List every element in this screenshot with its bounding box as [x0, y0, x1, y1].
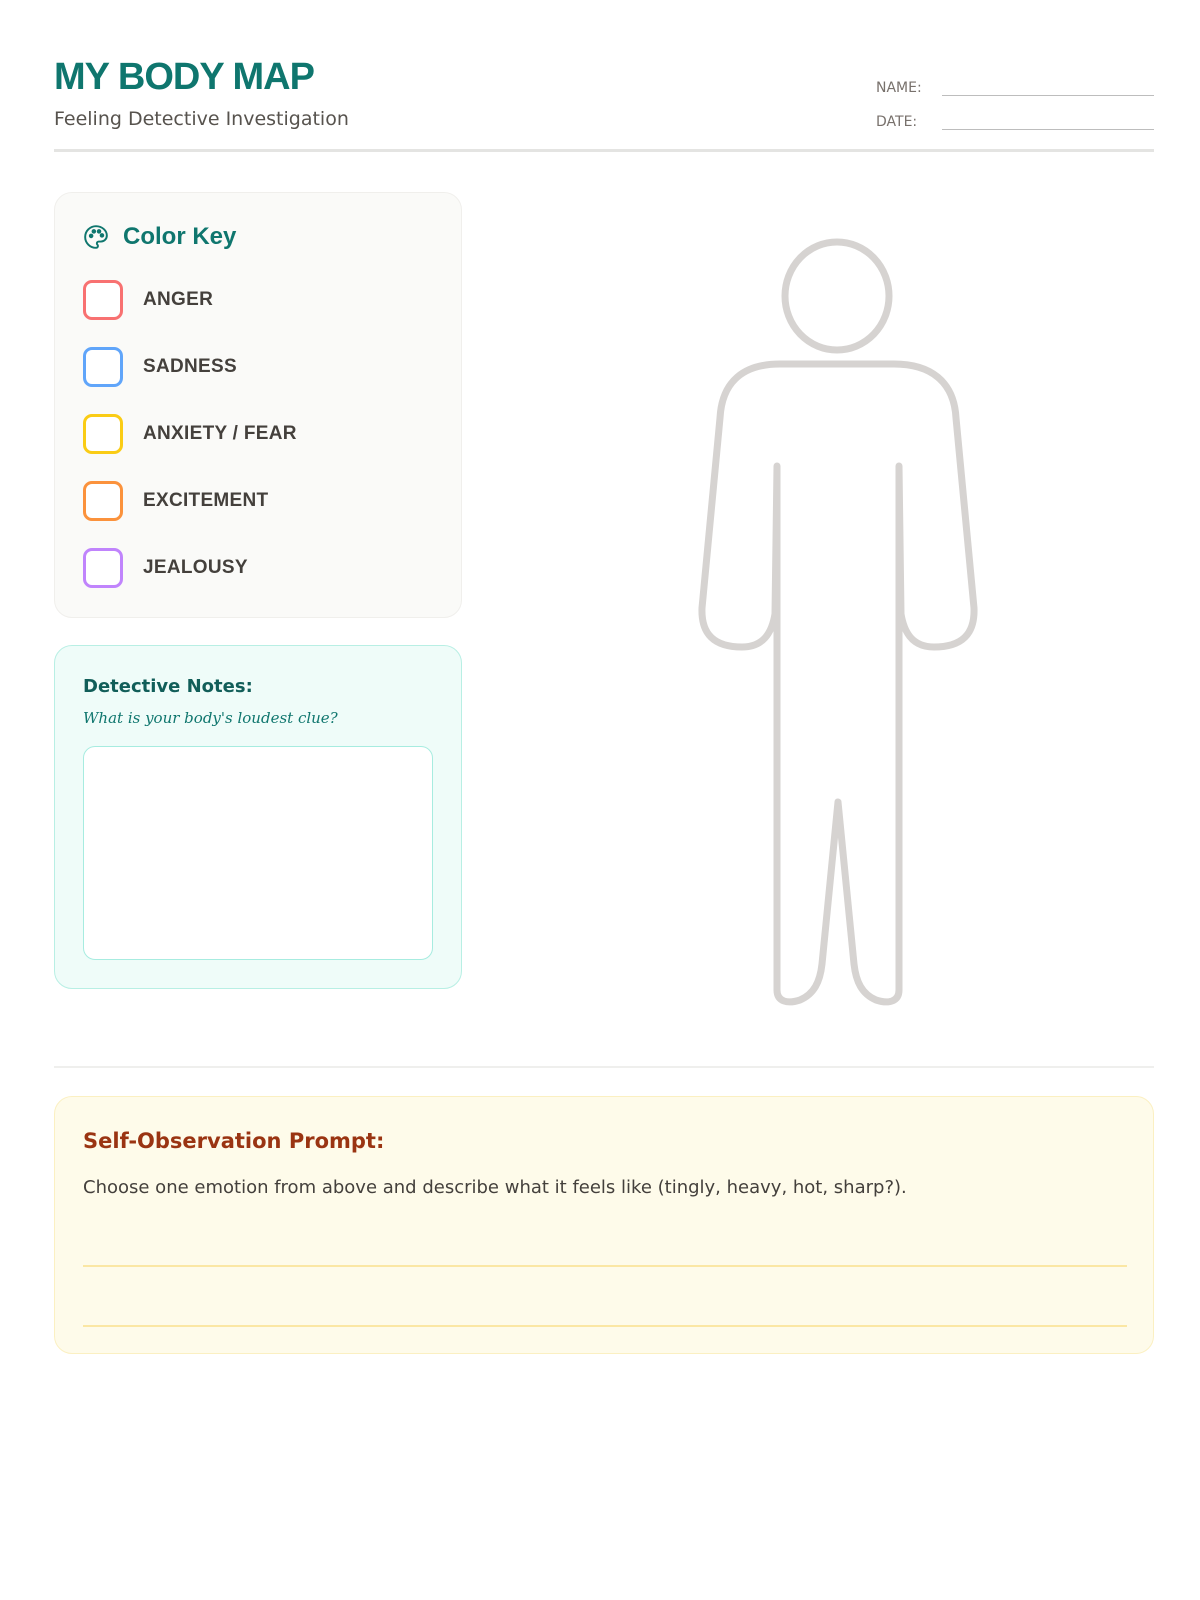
name-line[interactable]: [942, 76, 1154, 96]
name-field[interactable]: [876, 76, 1154, 96]
body-outline: [702, 364, 974, 1002]
notes-writing-box[interactable]: [83, 746, 433, 960]
color-key-title: Color Key: [123, 223, 237, 250]
jealousy-swatch[interactable]: [83, 548, 123, 588]
color-key-card: [54, 192, 462, 618]
color-key-header: [83, 223, 236, 251]
notes-subtitle: What is your body's loudest clue?: [83, 709, 338, 727]
key-item-jealousy: [83, 548, 248, 588]
worksheet-header: [54, 56, 1154, 152]
key-item-excitement: [83, 481, 268, 521]
self-observation-card: [54, 1096, 1154, 1354]
answer-line-1[interactable]: [83, 1265, 1127, 1267]
answer-line-2[interactable]: [83, 1325, 1127, 1327]
notes-title: Detective Notes:: [83, 676, 253, 697]
prompt-title: Self-Observation Prompt:: [83, 1129, 385, 1153]
key-item-anger: [83, 280, 213, 320]
prompt-text: Choose one emotion from above and describe what it feels like (tingly, heavy, hot, sharp?).: [83, 1177, 907, 1198]
body-outline-figure[interactable]: [672, 236, 992, 1006]
palette-icon: [83, 224, 109, 250]
head-outline: [785, 242, 889, 350]
key-label-jealousy: JEALOUSY: [143, 557, 248, 578]
date-label: DATE:: [876, 114, 918, 130]
key-label-anger: ANGER: [143, 289, 214, 310]
page-title: MY BODY MAP: [54, 56, 314, 98]
section-divider: [54, 1066, 1154, 1068]
page-subtitle: Feeling Detective Investigation: [54, 108, 349, 130]
key-label-anxiety-fear: ANXIETY / FEAR: [143, 423, 297, 444]
name-label: NAME:: [876, 80, 922, 96]
key-label-excitement: EXCITEMENT: [143, 490, 269, 511]
anxiety-fear-swatch[interactable]: [83, 414, 123, 454]
key-label-sadness: SADNESS: [143, 356, 237, 377]
key-item-anxiety-fear: [83, 414, 297, 454]
date-field[interactable]: [876, 110, 1154, 130]
anger-swatch[interactable]: [83, 280, 123, 320]
excitement-swatch[interactable]: [83, 481, 123, 521]
detective-notes-card: [54, 645, 462, 989]
key-item-sadness: [83, 347, 237, 387]
date-line[interactable]: [942, 110, 1154, 130]
sadness-swatch[interactable]: [83, 347, 123, 387]
